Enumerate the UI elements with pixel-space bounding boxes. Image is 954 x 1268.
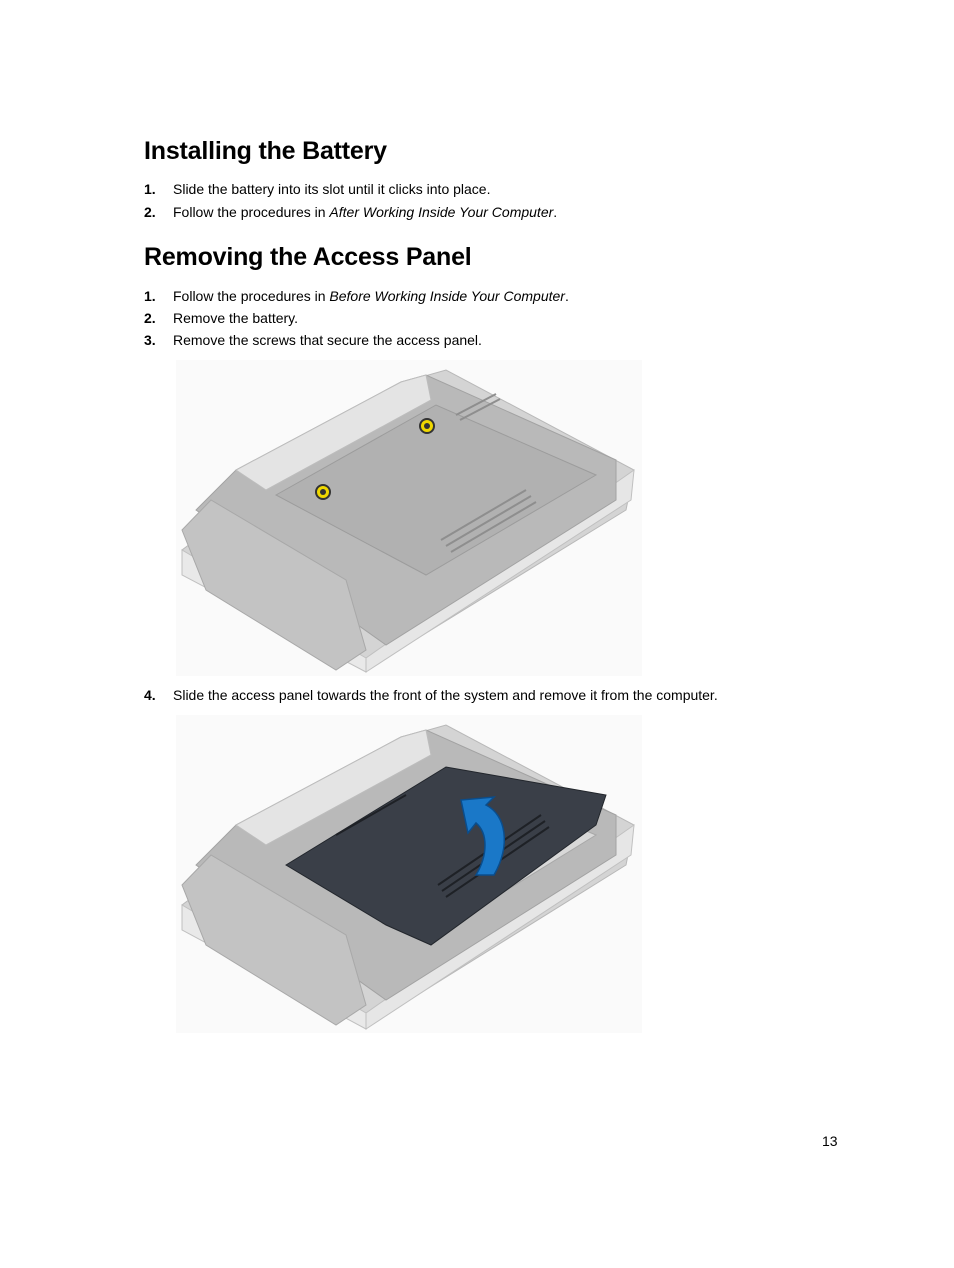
step-number: 3.	[144, 332, 156, 348]
step-text: Slide the battery into its slot until it clicks into place.	[173, 181, 491, 197]
step-text: Follow the procedures in After Working Inside Your Computer.	[173, 204, 558, 220]
heading-removing-access-panel: Removing the Access Panel	[144, 243, 472, 271]
figure-remove-screws	[176, 360, 642, 676]
step-number: 2.	[144, 310, 156, 326]
step-text: Follow the procedures in Before Working Inside Your Computer.	[173, 288, 569, 304]
page-number: 13	[822, 1133, 838, 1149]
cross-reference: After Working Inside Your Computer	[329, 204, 554, 220]
step-number: 2.	[144, 204, 156, 220]
step-number: 4.	[144, 687, 156, 703]
heading-installing-battery: Installing the Battery	[144, 137, 387, 165]
cross-reference: Before Working Inside Your Computer	[329, 288, 565, 304]
step-text: Remove the battery.	[173, 310, 299, 326]
step-text: Remove the screws that secure the access panel.	[173, 332, 482, 348]
figure-remove-access-panel	[176, 715, 642, 1033]
step-text: Slide the access panel towards the front of the system and remove it from the computer.	[173, 687, 718, 703]
step-number: 1.	[144, 288, 156, 304]
step-number: 1.	[144, 181, 156, 197]
